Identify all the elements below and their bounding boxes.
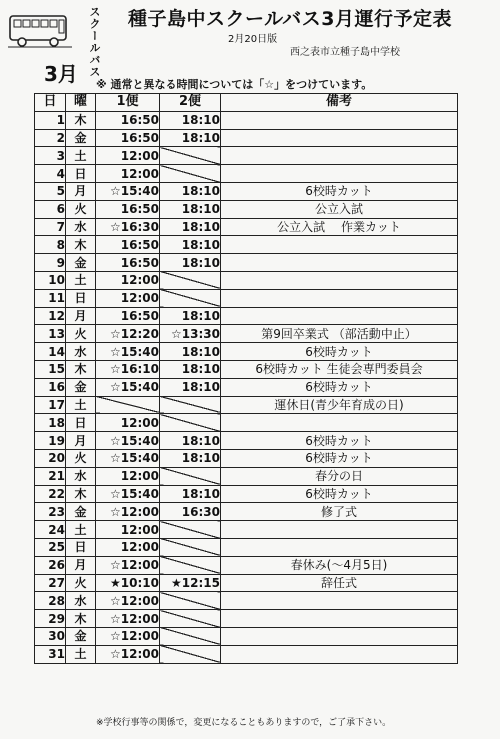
cell-t2: 18:10 (160, 218, 221, 236)
cell-weekday: 木 (66, 236, 96, 254)
cell-t2: 18:10 (160, 485, 221, 503)
header-second-run: 2便 (160, 94, 221, 112)
cell-t2 (160, 556, 221, 574)
cell-note: 6校時カット (221, 432, 458, 450)
cell-t2: 18:10 (160, 182, 221, 200)
footer-note: ※学校行事等の関係で，変更になることもありますので，ご了承下さい。 (96, 718, 392, 728)
cell-note (221, 307, 458, 325)
cell-weekday: 月 (66, 307, 96, 325)
cell-weekday: 日 (66, 538, 96, 556)
cell-day: 30 (35, 627, 66, 645)
cell-weekday: 金 (66, 378, 96, 396)
table-row (35, 289, 458, 307)
cell-t2: ★12:15 (160, 574, 221, 592)
cell-day: 19 (35, 432, 66, 450)
cell-t1: 16:50 (96, 200, 160, 218)
cell-note (221, 236, 458, 254)
cell-weekday: 日 (66, 414, 96, 432)
cell-day: 14 (35, 343, 66, 361)
cell-note (221, 414, 458, 432)
cell-note: 公立入試 作業カット (221, 218, 458, 236)
cell-day: 15 (35, 360, 66, 378)
cell-day: 9 (35, 254, 66, 272)
cell-note (221, 289, 458, 307)
cell-weekday: 水 (66, 218, 96, 236)
cell-day: 17 (35, 396, 66, 414)
cell-t1 (96, 396, 160, 414)
table-row (35, 165, 458, 183)
cell-day: 8 (35, 236, 66, 254)
cell-t1: 16:50 (96, 236, 160, 254)
cell-note: 修了式 (221, 503, 458, 521)
cell-note (221, 254, 458, 272)
table-row (35, 449, 458, 467)
table-row (35, 538, 458, 556)
cell-note (221, 645, 458, 663)
cell-t2 (160, 627, 221, 645)
cell-t1: ☆15:40 (96, 449, 160, 467)
cell-weekday: 土 (66, 147, 96, 165)
cell-weekday: 木 (66, 360, 96, 378)
cell-t2: ☆13:30 (160, 325, 221, 343)
cell-weekday: 金 (66, 129, 96, 147)
cell-t2 (160, 165, 221, 183)
cell-t2: 18:10 (160, 432, 221, 450)
legend-note: ※ 通常と異なる時間については「☆」をつけています。 (96, 78, 373, 91)
month-label: 3月 (44, 62, 78, 86)
table-row (35, 610, 458, 628)
cell-t1: 12:00 (96, 165, 160, 183)
cell-note: 6校時カット 生徒会専門委員会 (221, 360, 458, 378)
cell-weekday: 火 (66, 325, 96, 343)
cell-note (221, 129, 458, 147)
cell-t2: 16:30 (160, 503, 221, 521)
table-row (35, 254, 458, 272)
table-header-row (35, 94, 458, 112)
cell-t1: ★10:10 (96, 574, 160, 592)
cell-weekday: 土 (66, 645, 96, 663)
cell-t1: ☆16:30 (96, 218, 160, 236)
cell-t1: 12:00 (96, 414, 160, 432)
cell-note (221, 592, 458, 610)
header-remarks: 備考 (221, 94, 458, 112)
cell-weekday: 火 (66, 200, 96, 218)
school-name: 西之表市立種子島中学校 (290, 47, 400, 58)
cell-day: 28 (35, 592, 66, 610)
table-row (35, 645, 458, 663)
cell-t1: 16:50 (96, 307, 160, 325)
cell-t1: 12:00 (96, 538, 160, 556)
cell-weekday: 木 (66, 111, 96, 129)
cell-t1: 16:50 (96, 129, 160, 147)
cell-t1: ☆15:40 (96, 182, 160, 200)
cell-t2 (160, 521, 221, 539)
cell-t2: 18:10 (160, 307, 221, 325)
table-row (35, 503, 458, 521)
cell-t1: ☆12:00 (96, 627, 160, 645)
vertical-label: スクールバス (88, 6, 101, 78)
table-row (35, 396, 458, 414)
cell-day: 16 (35, 378, 66, 396)
cell-day: 1 (35, 111, 66, 129)
table-row (35, 414, 458, 432)
table-row (35, 485, 458, 503)
cell-t2 (160, 538, 221, 556)
cell-day: 10 (35, 271, 66, 289)
table-row (35, 200, 458, 218)
table-row (35, 556, 458, 574)
cell-note (221, 147, 458, 165)
cell-t1: ☆12:00 (96, 556, 160, 574)
cell-t2: 18:10 (160, 378, 221, 396)
cell-weekday: 金 (66, 503, 96, 521)
cell-note: 春分の日 (221, 467, 458, 485)
cell-day: 23 (35, 503, 66, 521)
cell-t2: 18:10 (160, 236, 221, 254)
cell-weekday: 金 (66, 627, 96, 645)
cell-t1: ☆12:00 (96, 503, 160, 521)
cell-t2 (160, 396, 221, 414)
cell-weekday: 木 (66, 485, 96, 503)
cell-t1: ☆12:20 (96, 325, 160, 343)
cell-weekday: 火 (66, 574, 96, 592)
cell-t2 (160, 592, 221, 610)
table-row (35, 182, 458, 200)
cell-day: 12 (35, 307, 66, 325)
table-row (35, 627, 458, 645)
table-row (35, 236, 458, 254)
cell-t1: 12:00 (96, 467, 160, 485)
cell-note (221, 521, 458, 539)
cell-note (221, 165, 458, 183)
cell-day: 11 (35, 289, 66, 307)
cell-day: 27 (35, 574, 66, 592)
cell-weekday: 水 (66, 592, 96, 610)
table-row (35, 343, 458, 361)
page-title: 種子島中スクールバス3月運行予定表 (128, 8, 453, 30)
cell-t1: 12:00 (96, 289, 160, 307)
cell-weekday: 木 (66, 610, 96, 628)
cell-note (221, 627, 458, 645)
cell-note: 6校時カット (221, 378, 458, 396)
cell-note: 辞任式 (221, 574, 458, 592)
cell-note: 6校時カット (221, 182, 458, 200)
cell-note: 春休み(～4月5日) (221, 556, 458, 574)
cell-t2 (160, 414, 221, 432)
cell-weekday: 水 (66, 467, 96, 485)
cell-weekday: 土 (66, 271, 96, 289)
header-weekday: 曜 (66, 94, 96, 112)
cell-t1: ☆15:40 (96, 343, 160, 361)
cell-note: 第9回卒業式 （部活動中止） (221, 325, 458, 343)
header-day: 日 (35, 94, 66, 112)
cell-note: 運休日(青少年育成の日) (221, 396, 458, 414)
table-row (35, 325, 458, 343)
table-row (35, 521, 458, 539)
edition-label: 2月20日版 (228, 34, 278, 45)
cell-t1: 12:00 (96, 271, 160, 289)
cell-day: 3 (35, 147, 66, 165)
cell-day: 4 (35, 165, 66, 183)
cell-day: 6 (35, 200, 66, 218)
cell-weekday: 月 (66, 432, 96, 450)
cell-weekday: 月 (66, 182, 96, 200)
cell-day: 20 (35, 449, 66, 467)
cell-day: 7 (35, 218, 66, 236)
cell-t2: 18:10 (160, 111, 221, 129)
table-row (35, 592, 458, 610)
cell-t2 (160, 467, 221, 485)
table-row (35, 574, 458, 592)
table-row (35, 360, 458, 378)
table-row (35, 271, 458, 289)
cell-note: 公立入試 (221, 200, 458, 218)
cell-weekday: 火 (66, 449, 96, 467)
cell-t2 (160, 271, 221, 289)
cell-weekday: 土 (66, 521, 96, 539)
schedule-table (34, 93, 458, 664)
cell-t1: 12:00 (96, 147, 160, 165)
cell-t2: 18:10 (160, 200, 221, 218)
cell-day: 21 (35, 467, 66, 485)
table-row (35, 307, 458, 325)
cell-t2: 18:10 (160, 129, 221, 147)
bus-icon (8, 10, 72, 50)
cell-note (221, 111, 458, 129)
cell-t2 (160, 289, 221, 307)
cell-t2: 18:10 (160, 449, 221, 467)
cell-weekday: 日 (66, 289, 96, 307)
cell-note (221, 610, 458, 628)
cell-day: 22 (35, 485, 66, 503)
cell-day: 2 (35, 129, 66, 147)
cell-t1: ☆15:40 (96, 378, 160, 396)
header-first-run: 1便 (96, 94, 160, 112)
table-row (35, 111, 458, 129)
cell-t2 (160, 610, 221, 628)
cell-t2: 18:10 (160, 254, 221, 272)
cell-day: 13 (35, 325, 66, 343)
cell-day: 18 (35, 414, 66, 432)
cell-day: 25 (35, 538, 66, 556)
cell-note (221, 538, 458, 556)
cell-weekday: 日 (66, 165, 96, 183)
table-row (35, 378, 458, 396)
cell-t1: 12:00 (96, 521, 160, 539)
cell-t1: 16:50 (96, 254, 160, 272)
table-row (35, 432, 458, 450)
cell-note: 6校時カット (221, 343, 458, 361)
cell-t1: ☆15:40 (96, 432, 160, 450)
cell-t1: ☆12:00 (96, 592, 160, 610)
cell-day: 29 (35, 610, 66, 628)
table-row (35, 218, 458, 236)
cell-note: 6校時カット (221, 485, 458, 503)
cell-t1: ☆15:40 (96, 485, 160, 503)
cell-t1: ☆12:00 (96, 610, 160, 628)
cell-t2 (160, 147, 221, 165)
cell-day: 24 (35, 521, 66, 539)
table-row (35, 129, 458, 147)
cell-t2 (160, 645, 221, 663)
cell-t2: 18:10 (160, 343, 221, 361)
cell-day: 31 (35, 645, 66, 663)
cell-t2: 18:10 (160, 360, 221, 378)
table-row (35, 467, 458, 485)
cell-t1: ☆12:00 (96, 645, 160, 663)
cell-weekday: 金 (66, 254, 96, 272)
cell-note (221, 271, 458, 289)
cell-weekday: 土 (66, 396, 96, 414)
cell-day: 5 (35, 182, 66, 200)
cell-t1: 16:50 (96, 111, 160, 129)
cell-day: 26 (35, 556, 66, 574)
cell-weekday: 水 (66, 343, 96, 361)
cell-weekday: 月 (66, 556, 96, 574)
cell-note: 6校時カット (221, 449, 458, 467)
table-row (35, 147, 458, 165)
cell-t1: ☆16:10 (96, 360, 160, 378)
